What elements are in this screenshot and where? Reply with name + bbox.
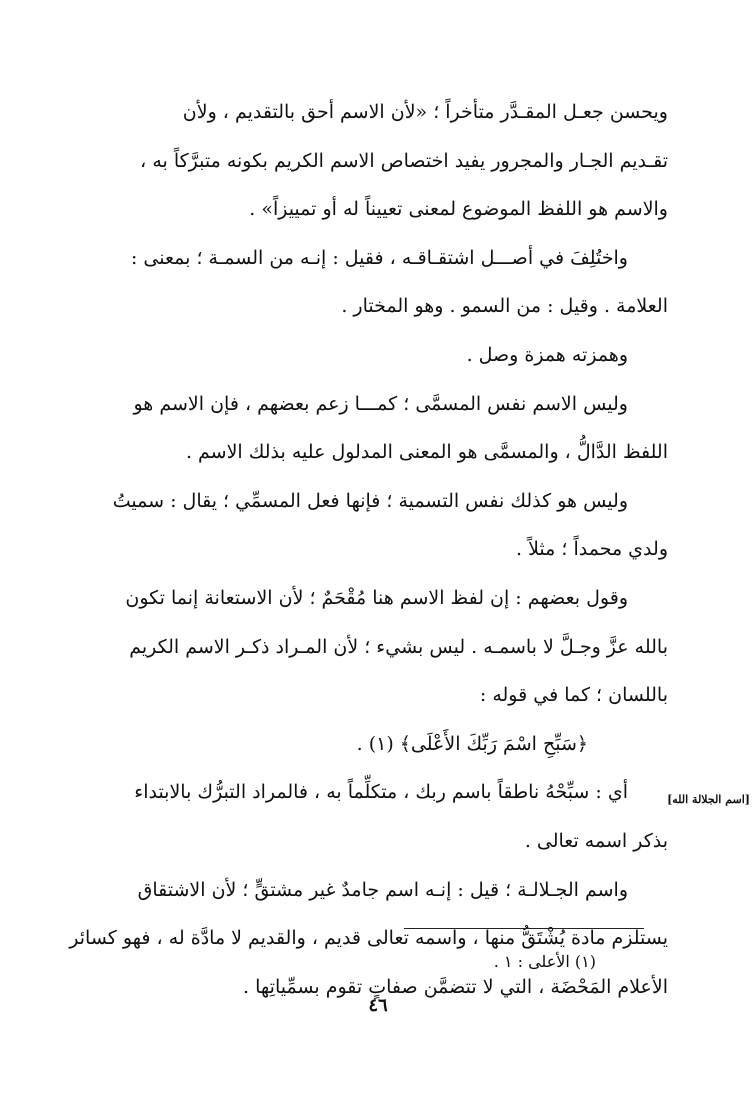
text-line-3: والاسم هو اللفظ الموضوع لمعنى تعييناً له أو تمييزاً» . [249,198,668,221]
text-line-1: ويحسن جعـل المقـدَّر متأخراً ؛ «لأن الاسم أحق بالتقديم ، ولأن [182,101,668,123]
footnote-divider [404,928,644,929]
text-line-2: تقـديم الجـار والمجرور يفيد اختصاص الاسم الكريم بكونه متبرَّكاً به ، [140,149,668,172]
text-line-4: واختُلِفَ في أصـــل اشتقـاقـه ، فقيل : إنـه من السمـة ؛ بمعنى : [130,246,628,269]
footnote: (١) الأعلى : ١ . [493,952,596,971]
text-line-6: وهمزته همزة وصل . [466,343,628,366]
page-number: ٤٦ [368,995,388,1016]
text-line-12: بالله عزَّ وجـلَّ لا باسمـه . ليس بشيء ؛ لأن المـراد ذكـر الاسم الكريم [129,635,668,658]
text-line-9: وليس هو كذلك نفس التسمية ؛ فإنها فعل المسمِّي ؛ يقال : سميتُ [112,489,628,512]
margin-note: [اسم الجلالة الله] [667,793,750,806]
text-line-18: يستلزم مادة يُشْتَقُّ منها ، واسمه تعالى قديم ، والقديم لا مادَّة له ، فهو كسائر [69,927,668,950]
text-line-19: الأعلام المَحْضَة ، التي لا تتضمَّن صفاتٍ تقوم بسمِّياتِها . [243,975,668,998]
text-line-8: اللفظ الدَّالُّ ، والمسمَّى هو المعنى المدلول عليه بذلك الاسم . [185,441,668,464]
text-line-7: وليس الاسم نفس المسمَّى ؛ كمـــا زعم بعضهم ، فإن الاسم هو [133,392,628,415]
text-line-17: واسم الجـلالـة ؛ قيل : إنـه اسم جامدٌ غير مشتقٍّ ؛ لأن الاشتقاق [137,878,628,901]
text-line-15: أي : سبِّحْهُ ناطقاً باسم ربك ، متكلِّماً به ، فالمراد التبرُّك بالابتداء [134,781,628,804]
text-line-13: باللسان ؛ كما في قوله : [479,684,668,707]
text-line-10: ولدي محمداً ؛ مثلاً . [516,538,668,561]
text-line-5: العلامة . وقيل : من السمو . وهو المختار . [341,295,668,318]
quran-verse: ﴿سَبِّحِ اسْمَ رَبِّكَ الأَعْلَى﴾ (١) . [356,732,588,755]
body-text [64,88,668,1011]
text-line-16: بذكر اسمه تعالى . [524,829,668,852]
text-line-11: وقول بعضهم : إن لفظ الاسم هنا مُقْحَمٌ ؛ لأن الاستعانة إنما تكون [125,586,628,609]
